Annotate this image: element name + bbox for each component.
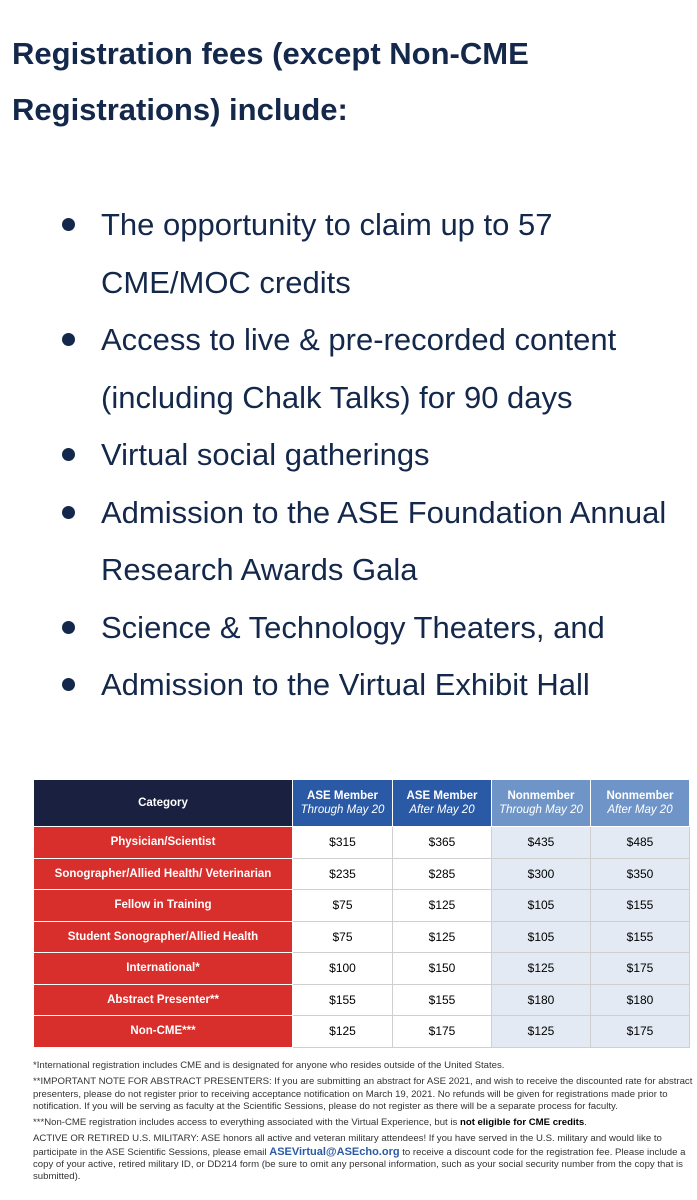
fee-table [33, 779, 690, 1048]
fee-cell: $125 [393, 890, 492, 922]
fee-cell: $175 [591, 1016, 690, 1048]
fee-cell: $350 [591, 858, 690, 890]
fee-cell: $180 [591, 984, 690, 1016]
note-international: *International registration includes CME and is designated for anyone who resides outside of the United States. [33, 1060, 505, 1071]
fee-cell: $285 [393, 858, 492, 890]
row-category: Non-CME*** [34, 1016, 293, 1048]
header-member-after: ASE Member After May 20 [393, 780, 492, 827]
fee-cell: $105 [492, 890, 591, 922]
fee-cell: $105 [492, 921, 591, 953]
row-category: Abstract Presenter** [34, 984, 293, 1016]
row-category: Physician/Scientist [34, 827, 293, 859]
bullet-icon [62, 448, 75, 461]
fee-cell: $175 [591, 953, 690, 985]
fee-cell: $180 [492, 984, 591, 1016]
header-nonmember-through: Nonmember Through May 20 [492, 780, 591, 827]
list-item: Admission to the Virtual Exhibit Hall [0, 656, 697, 714]
fee-cell: $155 [591, 890, 690, 922]
fee-cell: $435 [492, 827, 591, 859]
table-header-row [34, 780, 690, 827]
list-item: Science & Technology Theaters, and [0, 599, 697, 657]
note-military: ACTIVE OR RETIRED U.S. MILITARY: ASE honors all active and veteran military attendees! If you have served in the U.S. military and would like to participate in the ASE Scientific Sessions, please email ASEVirtual@ASEcho.org to receive a discount code for the registration fee. Please include a copy of your active, retired military ID, or DD214 form (be sure to omit any personal information, such as your social security number from the copy that is submitted). [33, 1133, 686, 1183]
note-abstract-presenters: **IMPORTANT NOTE FOR ABSTRACT PRESENTERS: If you are submitting an abstract for ASE 2021, and wish to receive the discounted rate for abstract presenters, please do not register prior to receiving acceptance notification on March 19, 2021. No refunds will be given for registrations made prior to notification. If you will be serving as faculty at the Scientific Sessions, please do not register as there will be a separate process for faculty. [33, 1076, 693, 1112]
inclusions-list [0, 196, 697, 714]
fee-cell: $235 [293, 858, 393, 890]
fee-cell: $175 [393, 1016, 492, 1048]
list-item: Virtual social gatherings [0, 426, 697, 484]
table-row [34, 953, 690, 985]
bullet-icon [62, 218, 75, 231]
fee-cell: $125 [492, 953, 591, 985]
row-category: Student Sonographer/Allied Health [34, 921, 293, 953]
fee-cell: $155 [591, 921, 690, 953]
bullet-icon [62, 678, 75, 691]
fee-cell: $75 [293, 890, 393, 922]
table-row [34, 890, 690, 922]
row-category: Fellow in Training [34, 890, 293, 922]
header-member-through: ASE Member Through May 20 [293, 780, 393, 827]
military-email-link[interactable]: ASEVirtual@ASEcho.org [269, 1145, 400, 1158]
list-item: Access to live & pre-recorded content (including Chalk Talks) for 90 days [0, 311, 697, 426]
header-category: Category [34, 780, 293, 827]
table-row [34, 984, 690, 1016]
note-non-cme: ***Non-CME registration includes access to everything associated with the Virtual Experience, but is not eligible for CME credits. [33, 1117, 587, 1129]
fee-cell: $150 [393, 953, 492, 985]
heading-line-1: Registration fees (except Non-CME [12, 36, 529, 71]
fee-cell: $125 [293, 1016, 393, 1048]
fee-cell: $75 [293, 921, 393, 953]
fee-cell: $365 [393, 827, 492, 859]
fee-cell: $125 [492, 1016, 591, 1048]
list-item: The opportunity to claim up to 57 CME/MOC credits [0, 196, 697, 311]
fee-cell: $155 [293, 984, 393, 1016]
list-item: Admission to the ASE Foundation Annual Research Awards Gala [0, 484, 697, 599]
table-row [34, 921, 690, 953]
fee-cell: $125 [393, 921, 492, 953]
table-row [34, 1016, 690, 1048]
row-category: Sonographer/Allied Health/ Veterinarian [34, 858, 293, 890]
bullet-icon [62, 506, 75, 519]
bullet-icon [62, 333, 75, 346]
fee-cell: $300 [492, 858, 591, 890]
table-row [34, 827, 690, 859]
fee-cell: $155 [393, 984, 492, 1016]
fee-cell: $315 [293, 827, 393, 859]
table-row [34, 858, 690, 890]
heading-line-2: Registrations) include: [12, 92, 348, 127]
bullet-icon [62, 621, 75, 634]
fee-cell: $485 [591, 827, 690, 859]
table-footnotes [33, 1060, 693, 1188]
page-heading [12, 26, 682, 138]
header-nonmember-after: Nonmember After May 20 [591, 780, 690, 827]
row-category: International* [34, 953, 293, 985]
fee-cell: $100 [293, 953, 393, 985]
